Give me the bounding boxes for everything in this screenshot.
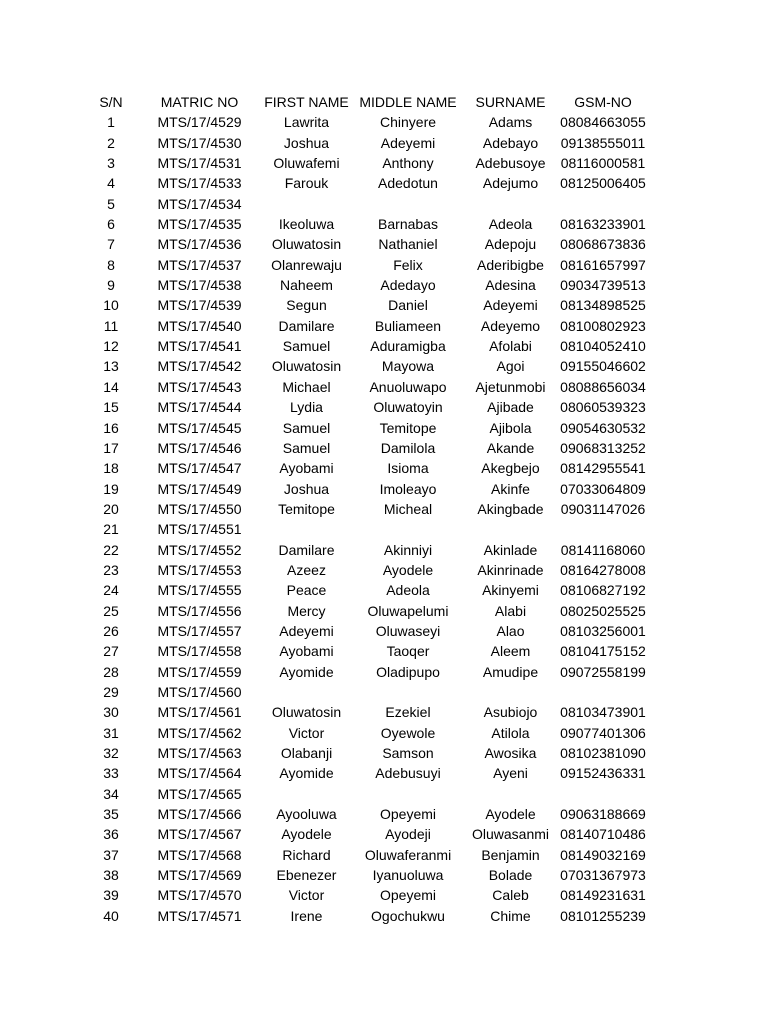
cell-first-name: Olabanji [280,745,333,761]
cell-gsm-no: 08116000581 [560,155,646,172]
cell-first-name: Farouk [284,175,329,192]
cell-first-name [263,194,350,214]
cell-sn: 34 [103,785,119,802]
cell-matric-no: MTS/17/4558 [157,643,242,660]
table-row [86,356,651,376]
table-row [86,173,651,193]
table-row [86,560,651,580]
cell-gsm-no: 08134898525 [560,297,646,314]
table-row [86,336,651,356]
cell-surname: Alao [496,622,525,639]
cell-surname: Awosika [484,745,537,761]
header-matric-no: MATRIC NO [160,94,239,110]
cell-matric-no: MTS/17/4536 [157,236,242,253]
table-row [86,153,651,173]
cell-gsm-no [555,519,651,539]
cell-first-name: Samuel [282,439,331,456]
cell-middle-name: Mayowa [381,358,435,375]
cell-matric-no: MTS/17/4531 [157,155,242,172]
header-surname: SURNAME [475,94,546,110]
cell-first-name: Naheem [280,277,333,294]
cell-gsm-no [555,194,651,214]
cell-matric-no: MTS/17/4550 [157,500,242,517]
table-row [86,743,651,763]
cell-matric-no: MTS/17/4542 [157,358,242,375]
cell-middle-name [350,682,466,702]
cell-sn: 7 [107,236,115,253]
cell-first-name [263,519,350,539]
cell-middle-name [350,519,466,539]
cell-gsm-no: 09072558199 [560,663,646,680]
cell-sn: 4 [107,175,115,192]
cell-first-name: Temitope [278,500,335,517]
table-row [86,702,651,722]
cell-middle-name: Adeyemi [380,134,436,151]
cell-middle-name: Adedotun [378,175,438,192]
cell-surname: Adesina [485,277,536,294]
cell-middle-name: Imoleayo [379,480,437,497]
cell-surname: Amudipe [482,663,539,680]
cell-sn: 10 [103,297,119,314]
cell-first-name: Olanrewaju [271,256,342,273]
cell-first-name: Ayobami [279,460,334,477]
cell-gsm-no: 09031147026 [560,500,646,517]
cell-middle-name [350,194,466,214]
cell-sn: 28 [103,663,119,680]
cell-gsm-no: 08149032169 [560,846,646,863]
table-row [86,845,651,865]
cell-first-name: Adeyemi [279,622,334,639]
cell-matric-no: MTS/17/4544 [157,399,242,416]
cell-matric-no: MTS/17/4529 [157,114,242,131]
cell-sn: 23 [103,561,119,578]
table-row [86,194,651,214]
cell-middle-name: Isioma [387,460,429,477]
table-row [86,824,651,844]
cell-sn: 22 [103,541,119,558]
table-row [86,397,651,417]
table-row [86,316,651,336]
cell-sn: 19 [103,480,119,497]
cell-sn: 12 [103,338,119,355]
cell-surname: Caleb [492,887,529,904]
cell-sn: 30 [103,704,119,721]
cell-matric-no: MTS/17/4535 [157,216,242,233]
cell-matric-no: MTS/17/4562 [157,724,242,741]
cell-middle-name: Ogochukwu [371,907,445,924]
cell-surname: Ajetunmobi [475,378,546,395]
cell-middle-name: Temitope [379,419,437,436]
cell-surname [466,682,555,702]
cell-sn: 3 [107,155,115,172]
cell-sn: 8 [107,256,115,273]
table-row [86,479,651,499]
cell-sn: 5 [107,195,115,212]
cell-sn: 13 [103,358,119,375]
cell-first-name: Richard [282,846,331,863]
cell-sn: 39 [103,887,119,904]
cell-surname: Aleem [490,643,531,660]
cell-middle-name: Anuoluwapo [369,378,447,395]
cell-middle-name: Adedayo [380,277,436,294]
cell-sn: 15 [103,399,119,416]
table-row [86,906,651,926]
cell-matric-no: MTS/17/4540 [157,317,242,334]
table-row [86,682,651,702]
cell-first-name: Oluwatosin [271,704,342,721]
cell-first-name: Ebenezer [276,867,337,884]
cell-surname [466,519,555,539]
cell-matric-no: MTS/17/4565 [157,785,242,802]
cell-matric-no: MTS/17/4569 [157,867,242,884]
cell-sn: 11 [103,317,119,334]
cell-gsm-no: 08068673836 [560,236,646,253]
cell-surname: Adeyemi [483,297,538,314]
cell-middle-name: Damilola [380,439,436,456]
header-middle-name: MIDDLE NAME [359,94,457,110]
cell-sn: 24 [103,582,119,599]
cell-matric-no: MTS/17/4552 [157,541,242,558]
table-row [86,804,651,824]
student-table [86,92,651,926]
cell-middle-name: Oluwaseyi [375,622,441,639]
cell-middle-name: Oyewole [380,724,436,741]
cell-first-name: Ayobami [279,643,334,660]
cell-surname: Ayeni [493,765,528,782]
table-body [86,112,651,926]
cell-first-name: Victor [288,724,325,741]
cell-sn: 26 [103,622,119,639]
cell-gsm-no [555,784,651,804]
cell-first-name: Joshua [283,480,330,497]
cell-middle-name [350,784,466,804]
cell-gsm-no: 08103256001 [560,622,646,639]
cell-surname: Benjamin [481,846,540,863]
cell-surname: Akingbade [477,500,544,517]
cell-first-name: Ayomide [279,663,334,680]
cell-sn: 29 [103,683,119,700]
cell-matric-no: MTS/17/4557 [157,622,242,639]
table-row [86,234,651,254]
cell-gsm-no: 07031367973 [560,867,646,884]
cell-matric-no: MTS/17/4556 [157,602,242,619]
cell-gsm-no: 09077401306 [560,724,646,741]
cell-gsm-no: 08141168060 [560,541,646,558]
cell-middle-name: Chinyere [379,114,437,131]
cell-gsm-no: 08104175152 [560,643,646,660]
cell-gsm-no [555,682,651,702]
cell-first-name: Ikeoluwa [278,216,335,233]
cell-matric-no: MTS/17/4533 [157,175,242,192]
table-row [86,214,651,234]
cell-middle-name: Iyanuoluwa [372,867,444,884]
cell-middle-name: Felix [393,256,423,273]
cell-sn: 32 [103,745,119,761]
cell-matric-no: MTS/17/4539 [157,297,242,314]
header-sn: S/N [99,94,123,110]
cell-surname: Akinrinade [477,561,544,578]
cell-gsm-no: 08102381090 [560,745,646,761]
cell-gsm-no: 08149231631 [560,887,646,904]
cell-matric-no: MTS/17/4537 [157,256,242,273]
cell-matric-no: MTS/17/4560 [157,683,242,700]
cell-first-name [263,784,350,804]
cell-gsm-no: 08060539323 [560,399,646,416]
cell-gsm-no: 08142955541 [560,460,646,477]
cell-sn: 33 [103,765,119,782]
cell-surname: Alabi [494,602,527,619]
cell-sn: 16 [103,419,119,436]
cell-middle-name: Opeyemi [379,887,437,904]
table-row [86,438,651,458]
table-row [86,621,651,641]
cell-surname: Adams [488,114,533,131]
table-row [86,865,651,885]
cell-matric-no: MTS/17/4568 [157,846,242,863]
cell-surname: Akinfe [491,480,530,497]
table-row [86,458,651,478]
cell-first-name: Mercy [287,602,326,619]
cell-middle-name: Adebusuyi [375,765,441,782]
cell-surname: Adebayo [482,134,539,151]
cell-matric-no: MTS/17/4543 [157,378,242,395]
cell-first-name [263,682,350,702]
cell-middle-name: Opeyemi [379,806,437,823]
cell-gsm-no: 08084663055 [560,114,646,131]
cell-gsm-no: 07033064809 [560,480,646,497]
cell-matric-no: MTS/17/4566 [157,806,242,823]
cell-first-name: Peace [286,582,327,599]
cell-matric-no: MTS/17/4541 [157,338,242,355]
cell-first-name: Damilare [278,541,335,558]
table-row [86,885,651,905]
cell-gsm-no: 09054630532 [560,419,646,436]
cell-matric-no: MTS/17/4546 [157,439,242,456]
cell-sn: 2 [107,134,115,151]
cell-sn: 25 [103,602,119,619]
cell-gsm-no: 09138555011 [560,134,646,151]
cell-middle-name: Samson [382,745,434,761]
cell-first-name: Samuel [282,419,331,436]
table-row [86,112,651,132]
cell-sn: 27 [103,643,119,660]
cell-gsm-no: 08103473901 [560,704,646,721]
cell-surname: Agoi [496,358,525,375]
table-row [86,601,651,621]
cell-matric-no: MTS/17/4561 [157,704,242,721]
cell-middle-name: Oluwatoyin [373,399,443,416]
cell-first-name: Lydia [290,399,323,416]
cell-matric-no: MTS/17/4567 [157,826,242,843]
cell-sn: 38 [103,867,119,884]
cell-matric-no: MTS/17/4545 [157,419,242,436]
table-row [86,133,651,153]
cell-sn: 17 [103,439,119,456]
cell-sn: 9 [107,277,115,294]
table-row [86,295,651,315]
cell-sn: 1 [107,114,115,131]
cell-surname: Adebusoye [475,155,546,172]
cell-first-name: Joshua [283,134,330,151]
cell-surname: Adeola [488,216,533,233]
table-row [86,580,651,600]
cell-gsm-no: 08140710486 [560,826,646,843]
table-row [86,540,651,560]
cell-matric-no: MTS/17/4564 [157,765,242,782]
cell-matric-no: MTS/17/4553 [157,561,242,578]
cell-surname: Adepoju [484,236,537,253]
cell-middle-name: Barnabas [378,216,438,233]
cell-first-name: Ayomide [279,765,334,782]
cell-surname: Oluwasanmi [471,826,550,843]
cell-matric-no: MTS/17/4549 [157,480,242,497]
cell-surname: Adejumo [482,175,539,192]
cell-matric-no: MTS/17/4570 [157,887,242,904]
cell-sn: 18 [103,460,119,477]
cell-gsm-no: 08164278008 [560,561,646,578]
cell-gsm-no: 09034739513 [560,277,646,294]
cell-sn: 14 [103,378,119,395]
table-row [86,255,651,275]
table-row [86,723,651,743]
cell-first-name: Damilare [278,317,335,334]
cell-middle-name: Daniel [388,297,428,314]
cell-first-name: Michael [282,378,331,395]
cell-middle-name: Micheal [383,500,433,517]
cell-first-name: Oluwatosin [271,236,342,253]
cell-first-name: Oluwatosin [271,358,342,375]
cell-first-name: Ayooluwa [276,806,337,823]
table-row [86,784,651,804]
cell-gsm-no: 08104052410 [560,338,646,355]
cell-gsm-no: 08100802923 [560,317,646,334]
table-header-row [86,92,651,112]
cell-middle-name: Aduramigba [370,338,446,355]
cell-surname: Akande [486,439,535,456]
cell-surname: Ayodele [485,806,536,823]
cell-surname: Atilola [491,724,530,741]
cell-sn: 21 [103,521,119,538]
table-row [86,499,651,519]
cell-surname: Asubiojo [483,704,538,721]
cell-surname: Ajibola [489,419,532,436]
cell-matric-no: MTS/17/4551 [157,521,242,538]
cell-surname: Adeyemo [480,317,541,334]
table-row [86,418,651,438]
cell-first-name: Victor [288,887,325,904]
cell-middle-name: Akinniyi [383,541,433,558]
cell-first-name: Azeez [287,561,326,578]
cell-middle-name: Buliameen [374,317,442,334]
table-row [86,377,651,397]
cell-surname: Bolade [488,867,533,884]
table-row [86,275,651,295]
cell-gsm-no: 09063188669 [560,806,646,823]
cell-gsm-no: 09152436331 [560,765,646,782]
cell-sn: 20 [103,500,119,517]
cell-surname: Aderibigbe [477,256,544,273]
cell-matric-no: MTS/17/4530 [157,134,242,151]
header-first-name: FIRST NAME [264,94,349,110]
cell-sn: 31 [103,724,119,741]
cell-middle-name: Nathaniel [378,236,438,253]
cell-gsm-no: 08163233901 [560,216,646,233]
cell-sn: 35 [103,806,119,823]
cell-matric-no: MTS/17/4538 [157,277,242,294]
cell-middle-name: Ezekiel [385,704,431,721]
cell-gsm-no: 08125006405 [560,175,646,192]
header-gsm-no: GSM-NO [574,94,632,110]
cell-sn: 36 [103,826,119,843]
cell-middle-name: Adeola [386,582,430,599]
cell-middle-name: Taoqer [386,643,430,660]
cell-sn: 6 [107,216,115,233]
table-row [86,763,651,783]
cell-matric-no: MTS/17/4571 [157,907,242,924]
cell-matric-no: MTS/17/4555 [157,582,242,599]
cell-gsm-no: 09068313252 [560,439,646,456]
cell-matric-no: MTS/17/4563 [157,745,242,761]
table-row [86,662,651,682]
cell-middle-name: Anthony [382,155,434,172]
cell-surname: Ajibade [487,399,534,416]
cell-surname: Akinyemi [482,582,539,599]
cell-gsm-no: 08106827192 [560,582,646,599]
cell-middle-name: Oladipupo [376,663,440,680]
cell-gsm-no: 08161657997 [560,256,646,273]
cell-middle-name: Oluwapelumi [367,602,449,619]
cell-matric-no: MTS/17/4559 [157,663,242,680]
cell-first-name: Segun [286,297,327,314]
cell-matric-no: MTS/17/4534 [157,195,242,212]
cell-surname: Akinlade [483,541,538,558]
cell-first-name: Irene [290,907,323,924]
cell-first-name: Oluwafemi [273,155,340,172]
cell-gsm-no: 08088656034 [560,378,646,395]
cell-surname [466,784,555,804]
cell-middle-name: Ayodeji [385,826,431,843]
cell-first-name: Samuel [282,338,331,355]
cell-sn: 37 [103,846,119,863]
cell-sn: 40 [103,907,119,924]
cell-gsm-no: 08025025525 [560,602,646,619]
cell-middle-name: Ayodele [382,561,434,578]
cell-gsm-no: 09155046602 [560,358,646,375]
cell-surname: Afolabi [489,338,532,355]
cell-first-name: Lawrita [283,114,330,131]
cell-surname: Akegbejo [481,460,540,477]
table-row [86,519,651,539]
cell-surname: Chime [490,907,531,924]
cell-surname [466,194,555,214]
table-row [86,641,651,661]
cell-gsm-no: 08101255239 [560,907,646,924]
cell-matric-no: MTS/17/4547 [157,460,242,477]
cell-middle-name: Oluwaferanmi [364,846,452,863]
cell-first-name: Ayodele [281,826,332,843]
